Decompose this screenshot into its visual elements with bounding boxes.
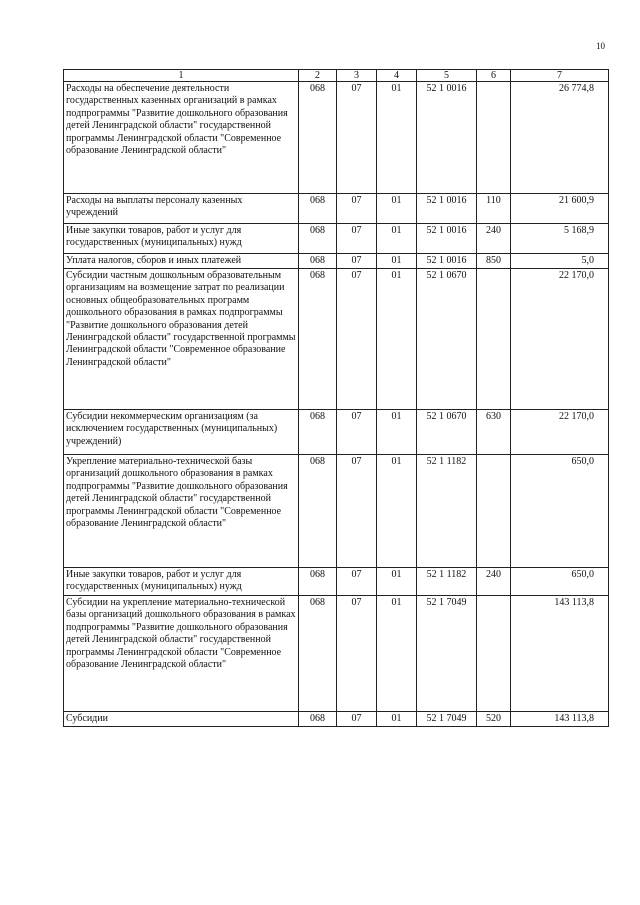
cell-ministry: 068	[299, 194, 337, 224]
cell-subsection: 01	[377, 194, 417, 224]
table-row	[64, 596, 609, 712]
table-row	[64, 194, 609, 224]
cell-subsection: 01	[377, 269, 417, 410]
cell-section: 07	[337, 410, 377, 455]
cell-target: 52 1 0016	[417, 194, 477, 224]
cell-section: 07	[337, 596, 377, 712]
table-row	[64, 568, 609, 596]
cell-target: 52 1 1182	[417, 455, 477, 568]
row-name: Субсидии некоммерческим организациям (за исключением государственных (муниципальных) учреждений)	[64, 410, 299, 455]
cell-expense-type: 520	[477, 712, 511, 727]
cell-section: 07	[337, 455, 377, 568]
cell-amount: 650,0	[511, 455, 609, 568]
cell-section: 07	[337, 712, 377, 727]
column-header: 6	[477, 70, 511, 82]
row-name: Уплата налогов, сборов и иных платежей	[64, 254, 299, 269]
cell-expense-type: 850	[477, 254, 511, 269]
column-header: 5	[417, 70, 477, 82]
column-header: 1	[64, 70, 299, 82]
cell-amount: 650,0	[511, 568, 609, 596]
cell-expense-type: 110	[477, 194, 511, 224]
cell-amount: 5 168,9	[511, 224, 609, 254]
cell-subsection: 01	[377, 254, 417, 269]
row-name: Расходы на обеспечение деятельности государственных казенных организаций в рамках подпрограммы "Развитие дошкольного образования детей Ленинградской области" государственной программы Ленинградской области "Современное образование Ленинградской области"	[64, 82, 299, 194]
page-number: 10	[596, 41, 605, 51]
cell-subsection: 01	[377, 455, 417, 568]
row-name: Укрепление материально-технической базы организаций дошкольного образования в рамках подпрограммы "Развитие дошкольного образования детей Ленинградской области" государственной программы Ленинградской области "Современное образование Ленинградской области"	[64, 455, 299, 568]
cell-section: 07	[337, 194, 377, 224]
row-name: Иные закупки товаров, работ и услуг для государственных (муниципальных) нужд	[64, 568, 299, 596]
table-row	[64, 410, 609, 455]
row-name: Субсидии частным дошкольным образовательным организациям на возмещение затрат по реализации основных общеобразовательных программ дошкольного образования в рамках подпрограммы "Развитие дошкольного образования детей Ленинградской области" государственной программы Ленинградской области "Современное образование Ленинградской области"	[64, 269, 299, 410]
cell-section: 07	[337, 568, 377, 596]
cell-subsection: 01	[377, 568, 417, 596]
cell-ministry: 068	[299, 224, 337, 254]
cell-section: 07	[337, 269, 377, 410]
row-name: Иные закупки товаров, работ и услуг для государственных (муниципальных) нужд	[64, 224, 299, 254]
cell-section: 07	[337, 82, 377, 194]
row-name: Субсидии на укрепление материально-технической базы организаций дошкольного образования в рамках подпрограммы "Развитие дошкольного образования детей Ленинградской области" государственной программы Ленинградской области "Современное образование Ленинградской области"	[64, 596, 299, 712]
budget-table	[63, 69, 609, 727]
cell-subsection: 01	[377, 82, 417, 194]
cell-ministry: 068	[299, 269, 337, 410]
cell-target: 52 1 1182	[417, 568, 477, 596]
cell-ministry: 068	[299, 712, 337, 727]
cell-amount: 21 600,9	[511, 194, 609, 224]
cell-target: 52 1 7049	[417, 596, 477, 712]
row-name: Субсидии	[64, 712, 299, 727]
cell-amount: 143 113,8	[511, 596, 609, 712]
column-header: 7	[511, 70, 609, 82]
cell-expense-type	[477, 596, 511, 712]
table-header-row	[64, 70, 609, 82]
cell-target: 52 1 0670	[417, 410, 477, 455]
cell-ministry: 068	[299, 455, 337, 568]
cell-target: 52 1 0016	[417, 224, 477, 254]
cell-section: 07	[337, 224, 377, 254]
cell-ministry: 068	[299, 254, 337, 269]
cell-expense-type: 240	[477, 224, 511, 254]
cell-amount: 5,0	[511, 254, 609, 269]
cell-expense-type	[477, 269, 511, 410]
cell-ministry: 068	[299, 596, 337, 712]
cell-amount: 22 170,0	[511, 269, 609, 410]
cell-target: 52 1 0016	[417, 254, 477, 269]
column-header: 2	[299, 70, 337, 82]
table-row	[64, 269, 609, 410]
cell-target: 52 1 7049	[417, 712, 477, 727]
cell-amount: 22 170,0	[511, 410, 609, 455]
cell-ministry: 068	[299, 82, 337, 194]
cell-expense-type	[477, 82, 511, 194]
cell-subsection: 01	[377, 712, 417, 727]
column-header: 3	[337, 70, 377, 82]
column-header: 4	[377, 70, 417, 82]
cell-subsection: 01	[377, 596, 417, 712]
row-name: Расходы на выплаты персоналу казенных учреждений	[64, 194, 299, 224]
table-row	[64, 254, 609, 269]
cell-target: 52 1 0670	[417, 269, 477, 410]
table-row	[64, 82, 609, 194]
table-row	[64, 224, 609, 254]
table-row	[64, 455, 609, 568]
cell-target: 52 1 0016	[417, 82, 477, 194]
cell-amount: 143 113,8	[511, 712, 609, 727]
cell-expense-type	[477, 455, 511, 568]
cell-subsection: 01	[377, 224, 417, 254]
cell-expense-type: 240	[477, 568, 511, 596]
cell-ministry: 068	[299, 568, 337, 596]
cell-section: 07	[337, 254, 377, 269]
cell-amount: 26 774,8	[511, 82, 609, 194]
cell-subsection: 01	[377, 410, 417, 455]
cell-ministry: 068	[299, 410, 337, 455]
table-row	[64, 712, 609, 727]
cell-expense-type: 630	[477, 410, 511, 455]
